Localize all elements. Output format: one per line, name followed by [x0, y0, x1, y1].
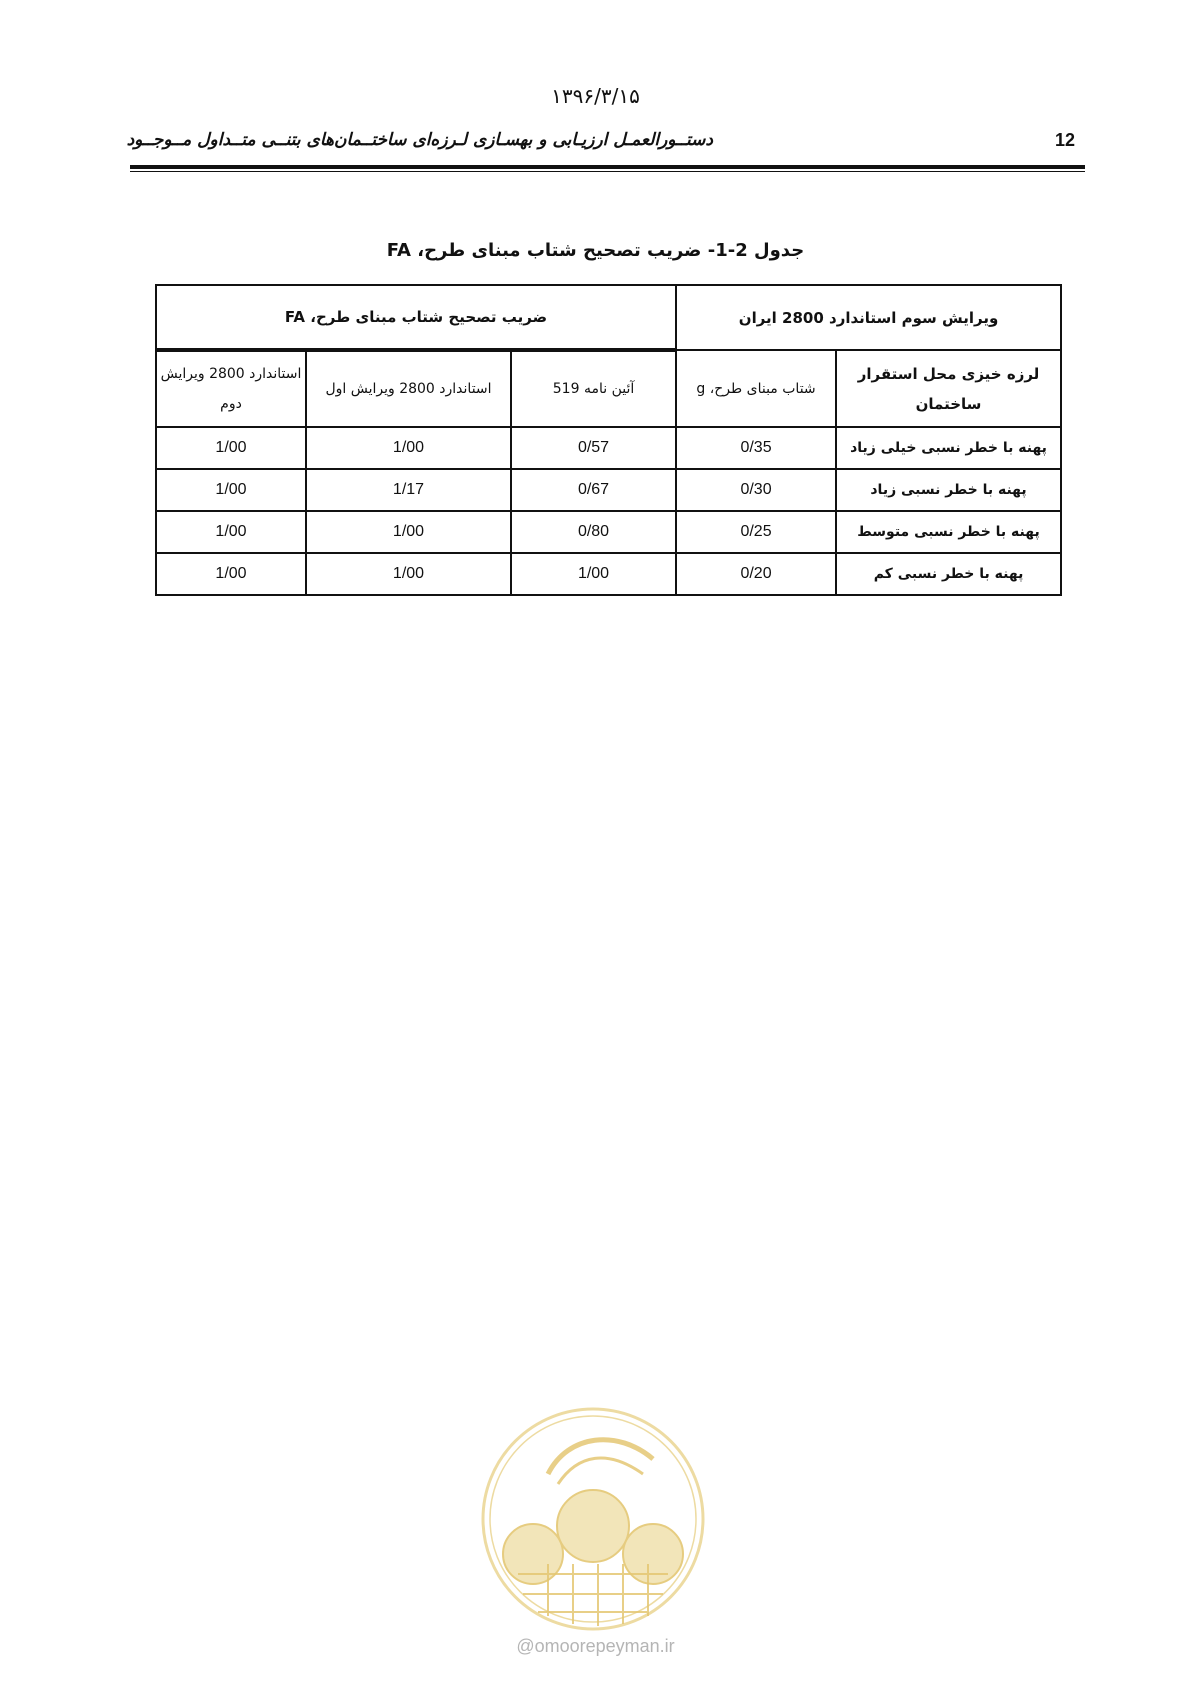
omoorepeyman-seal-logo	[478, 1404, 708, 1634]
page-number: 12	[1055, 130, 1076, 150]
cell-zone: پهنه با خطر نسبی کم	[836, 553, 1061, 595]
watermark-url: @omoorepeyman.ir	[516, 1636, 675, 1656]
table-row	[156, 553, 1061, 595]
cell-ed2: 1/00	[156, 511, 306, 553]
cell-design-acc: 0/25	[676, 511, 836, 553]
header-rule-thick	[130, 165, 1085, 169]
col-header-design-acc: شتاب مبنای طرح، g	[676, 350, 836, 427]
cell-ed1: 1/00	[306, 427, 511, 469]
cell-design-acc: 0/30	[676, 469, 836, 511]
cell-ed1: 1/00	[306, 511, 511, 553]
cell-code519: 1/00	[511, 553, 676, 595]
group-header-2800-third-edition: ویرایش سوم استاندارد 2800 ایران	[676, 285, 1061, 350]
cell-zone: پهنه با خطر نسبی خیلی زیاد	[836, 427, 1061, 469]
cell-ed2: 1/00	[156, 427, 306, 469]
table-row	[156, 511, 1061, 553]
cell-ed1: 1/17	[306, 469, 511, 511]
cell-code519: 0/67	[511, 469, 676, 511]
cell-zone: پهنه با خطر نسبی زیاد	[836, 469, 1061, 511]
cell-code519: 0/57	[511, 427, 676, 469]
group-header-fa: ضریب تصحیح شتاب مبنای طرح، FA	[156, 285, 676, 350]
col-header-ed2: استاندارد 2800 ویرایش دوم	[156, 350, 306, 427]
cell-ed2: 1/00	[156, 469, 306, 511]
cell-ed2: 1/00	[156, 553, 306, 595]
table-caption: جدول 2-1- ضریب تصحیح شتاب مبنای طرح، FA	[386, 240, 805, 261]
cell-code519: 0/80	[511, 511, 676, 553]
fa-correction-table	[155, 284, 1062, 596]
date-stamp: ۱۳۹۶/۳/۱۵	[551, 84, 640, 108]
cell-ed1: 1/00	[306, 553, 511, 595]
col-header-ed1: استاندارد 2800 ویرایش اول	[306, 350, 511, 427]
col-header-code519: آئین نامه 519	[511, 350, 676, 427]
header-rule-thin	[130, 171, 1085, 172]
col-header-zone: لرزه خیزی محل استقرار ساختمان	[836, 350, 1061, 427]
table-row	[156, 427, 1061, 469]
running-header-title: دستــورالعمـل ارزیـابی و بهسـازی لـرزه‌ای ساختــمان‌های بتنــی متــداول مــوجــود	[126, 130, 713, 150]
table-column-header-row	[156, 350, 1061, 427]
cell-design-acc: 0/20	[676, 553, 836, 595]
cell-design-acc: 0/35	[676, 427, 836, 469]
table-group-header-row	[156, 285, 1061, 350]
cell-zone: پهنه با خطر نسبی متوسط	[836, 511, 1061, 553]
table-row	[156, 469, 1061, 511]
